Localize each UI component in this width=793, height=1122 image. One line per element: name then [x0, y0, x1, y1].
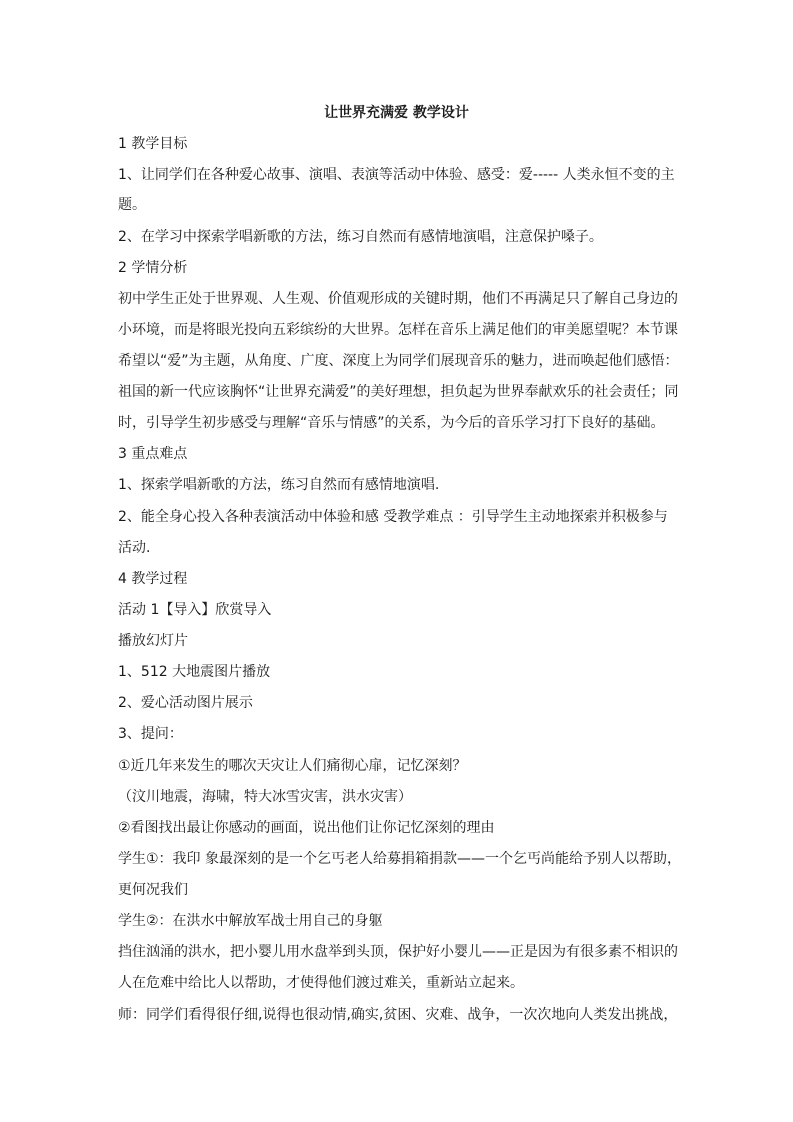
paragraph-line: 人在危难中给比人以帮助，才使得他们渡过难关，重新站立起来。 [118, 975, 524, 991]
paragraph-line: 祖国的新一代应该胸怀“让世界充满爱”的美好理想，担负起为世界奉献欢乐的社会责任；同 [118, 384, 679, 400]
paragraph-line: ①近几年来发生的哪次天灾让人们痛彻心扉，记忆深刻？ [118, 758, 467, 774]
paragraph-line: 3、提问： [118, 726, 183, 742]
paragraph-line: 播放幻灯片 [118, 633, 188, 649]
paragraph-line: 活动. [118, 540, 151, 556]
activity-heading: 活动 1【导入】欣赏导入 [118, 602, 272, 618]
section-heading-analysis: 2 学情分析 [118, 260, 188, 276]
paragraph-line: 小环境，而是将眼光投向五彩缤纷的大世界。怎样在音乐上满足他们的审美愿望呢？本节课 [118, 322, 678, 338]
paragraph-line: （汶川地震，海啸，特大冰雪灾害，洪水灾害） [118, 789, 412, 805]
paragraph-line: 希望以“爱”为主题，从角度、广度、深度上为同学们展现音乐的魅力，进而唤起他们感悟： [118, 353, 679, 369]
section-heading-key-points: 3 重点难点 [118, 446, 188, 462]
section-heading-process: 4 教学过程 [118, 571, 188, 587]
paragraph-line: 1、512 大地震图片播放 [118, 664, 271, 680]
paragraph-line: 学生①：我印 象最深刻的是一个乞丐老人给募捐箱捐款——一个乞丐尚能给予别人以帮助， [118, 851, 681, 867]
paragraph-line: 师：同学们看得很仔细,说得也很动情,确实,贫困、灾难、战争，一次次地向人类发出挑战， [118, 1007, 678, 1023]
paragraph-line: 时，引导学生初步感受与理解“音乐与情感”的关系，为今后的音乐学习打下良好的基础。 [118, 415, 665, 431]
document-title: 让世界充满爱 教学设计 [324, 105, 469, 121]
paragraph-line: 初中学生正处于世界观、人生观、价值观形成的关键时期，他们不再满足只了解自己身边的 [118, 291, 678, 307]
paragraph-line: 更何况我们 [118, 882, 188, 898]
paragraph-line: 2、能全身心投入各种表演活动中体验和感 受教学难点 ：引导学生主动地探索并积极参与 [118, 509, 668, 525]
paragraph-line: 1、探索学唱新歌的方法，练习自然而有感情地演唱. [118, 477, 440, 493]
section-heading-objectives: 1 教学目标 [118, 136, 188, 152]
paragraph-line: 题。 [118, 197, 146, 213]
paragraph-line: ②看图找出最让你感动的画面，说出他们让你记忆深刻的理由 [118, 820, 495, 836]
paragraph-line: 2、在学习中探索学唱新歌的方法，练习自然而有感情地演唱，注意保护嗓子。 [118, 229, 603, 245]
paragraph-line: 学生②：在洪水中解放军战士用自己的身躯 [118, 913, 383, 929]
paragraph-line: 挡住汹涌的洪水，把小婴儿用水盘举到头顶，保护好小婴儿——正是因为有很多素不相识的 [118, 944, 678, 960]
paragraph-line: 2、爱心活动图片展示 [118, 695, 253, 711]
paragraph-line: 1、让同学们在各种爱心故事、演唱、表演等活动中体验、感受：爱----- 人类永恒不变的主 [118, 167, 675, 183]
